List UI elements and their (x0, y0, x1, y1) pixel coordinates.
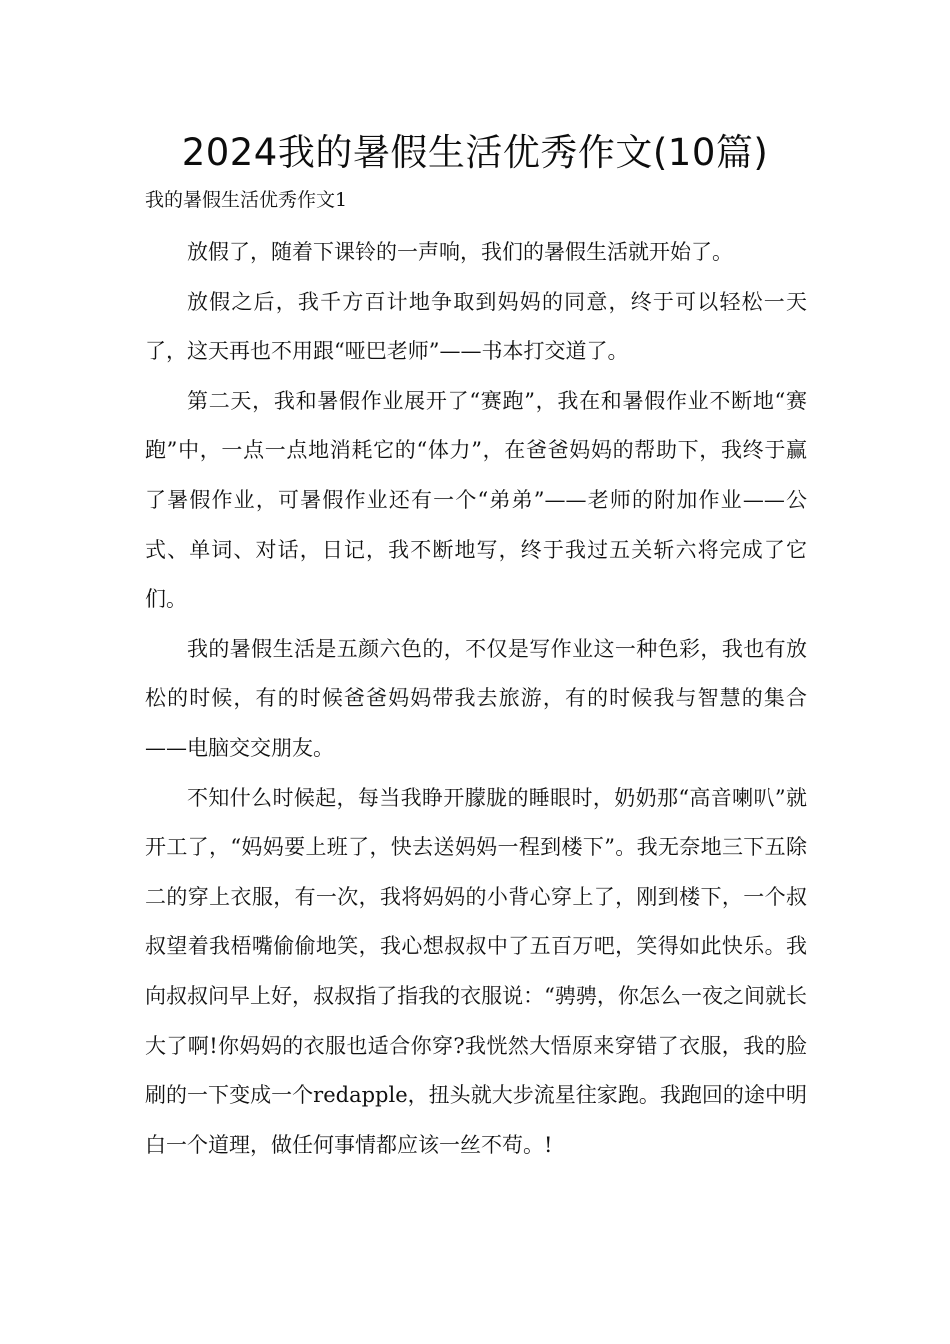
paragraph: 第二天，我和暑假作业展开了“赛跑”，我在和暑假作业不断地“赛跑”中，一点一点地消耗它的“体力”，在爸爸妈妈的帮助下，我终于赢了暑假作业，可暑假作业还有一个“弟弟”——老师的附加作业——公式、单词、对话，日记，我不断地写，终于我过五关斩六将完成了它们。 (145, 388, 807, 612)
paragraph: 不知什么时候起，每当我睁开朦胧的睡眼时，奶奶那“高音喇叭”就开工了，“妈妈要上班了，快去送妈妈一程到楼下”。我无奈地三下五除二的穿上衣服，有一次，我将妈妈的小背心穿上了，刚到楼下，一个叔叔望着我梧嘴偷偷地笑，我心想叔叔中了五百万吧，笑得如此快乐。我向叔叔问早上好，叔叔指了指我的衣服说：“骋骋，你怎么一夜之间就长大了啊!你妈妈的衣服也适合你穿?我恍然大悟原来穿错了衣服，我的脸刷的一下变成一个redapple，扭头就大步流星往家跑。我跑回的途中明白一个道理，做任何事情都应该一丝不苟。! (145, 785, 807, 1157)
paragraph: 我的暑假生活是五颜六色的，不仅是写作业这一种色彩，我也有放松的时候，有的时候爸爸妈妈带我去旅游，有的时候我与智慧的集合——电脑交交朋友。 (145, 636, 807, 760)
essay-body (145, 228, 807, 1170)
paragraph: 放假了，随着下课铃的一声响，我们的暑假生活就开始了。 (187, 240, 733, 264)
essay-subtitle: 我的暑假生活优秀作文1 (145, 189, 348, 211)
paragraph: 放假之后，我千方百计地争取到妈妈的同意，终于可以轻松一天了，这天再也不用跟“哑巴老师”——书本打交道了。 (145, 289, 807, 364)
document-title: 2024我的暑假生活优秀作文(10篇) (181, 131, 769, 174)
